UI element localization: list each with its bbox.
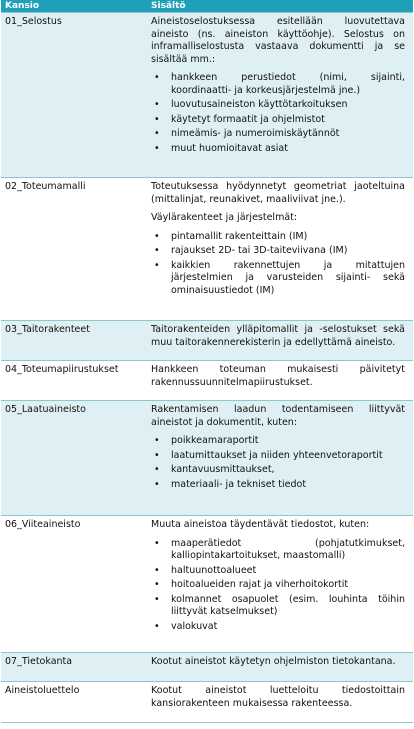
list-item: • luovutusaineiston käyttötarkoituksen: [151, 99, 405, 112]
list-item: • laatumittaukset ja niiden yhteenvetoraportit: [151, 450, 405, 463]
bullet-list: [151, 72, 405, 155]
folder-name: 07_Tietokanta: [5, 656, 73, 667]
list-item: • valokuvat: [151, 621, 405, 634]
list-item: • pintamallit rakenteittain (IM): [151, 231, 405, 244]
folder-description: [151, 653, 405, 675]
header-kansio: Kansio: [5, 1, 40, 11]
folder-description: [151, 682, 405, 716]
table-row: [1, 400, 413, 515]
bullet-list: [151, 435, 405, 491]
list-item: • haltuunottoalueet: [151, 565, 405, 578]
folder-name: 03_Taitorakenteet: [5, 324, 90, 335]
folder-description: [151, 321, 405, 355]
table-row: [1, 12, 413, 177]
table-row: [1, 360, 413, 400]
folder-description: [151, 516, 405, 641]
folder-name: 05_Laatuaineisto: [5, 404, 86, 415]
description-text: Muuta aineistoa täydentävät tiedostot, kuten:: [151, 519, 370, 530]
folder-description: [151, 178, 405, 305]
folder-description: [151, 361, 405, 395]
description-text: Toteutuksessa hyödynnetyt geometriat jaoteltuina (mittalinjat, reunakivet, maaliviivat jne.).: [151, 181, 405, 205]
list-item: • kolmannet osapuolet (esim. louhinta töihin liittyvät katselmukset): [151, 594, 405, 619]
table-row: [1, 681, 413, 723]
folder-name: 04_Toteumapiirustukset: [5, 364, 119, 375]
list-item: • hankkeen perustiedot (nimi, sijainti, koordinaatti- ja korkeusjärjestelmä jne.): [151, 72, 405, 97]
list-item: • kantavuusmittaukset,: [151, 464, 405, 477]
list-item: • kaikkien rakennettujen ja mitattujen järjestelmien ja varusteiden sijainti- sekä ominaisuustiedot (IM): [151, 260, 405, 298]
list-item: • poikkeamaraportit: [151, 435, 405, 448]
header-sisalto: Sisältö: [151, 1, 186, 11]
bullet-list: [151, 538, 405, 634]
folder-name: 02_Toteumamalli: [5, 181, 86, 192]
folder-name: 01_Selostus: [5, 16, 62, 27]
description-text: Kootut aineistot luetteloitu tiedostoittain kansiorakenteen mukaisessa rakenteessa.: [151, 685, 405, 709]
description-text: Taitorakenteiden ylläpitomallit ja -selostukset sekä muu taitorakennerekisterin ja edellyttämä aineisto.: [151, 324, 405, 348]
table-row: [1, 652, 413, 681]
list-item: • maaperätiedot (pohjatutkimukset, kalliopintakartoitukset, maastomalli): [151, 538, 405, 563]
table-row: [1, 320, 413, 360]
folder-description: [151, 401, 405, 499]
folder-name: Aineistoluettelo: [5, 685, 80, 696]
list-item: • nimeämis- ja numeroimiskäytännöt: [151, 128, 405, 141]
description-text: Kootut aineistot käytetyn ohjelmiston tietokantana.: [151, 656, 396, 667]
list-item: • rajaukset 2D- tai 3D-taiteviivana (IM): [151, 245, 405, 258]
list-item: • käytetyt formaatit ja ohjelmistot: [151, 114, 405, 127]
list-item: • hoitoalueiden rajat ja viherhoitokortit: [151, 579, 405, 592]
table-header: [1, 0, 413, 12]
table-row: [1, 177, 413, 320]
table-row: [1, 515, 413, 652]
description-text: Rakentamisen laadun todentamiseen liittyvät aineistot ja dokumentit, kuten:: [151, 404, 405, 428]
folder-description: [151, 13, 405, 163]
list-item: • muut huomioitavat asiat: [151, 143, 405, 156]
list-item: • materiaali- ja tekniset tiedot: [151, 479, 405, 492]
folder-name: 06_Viiteaineisto: [5, 519, 81, 530]
bullet-list: [151, 231, 405, 298]
description-subheading: Väylärakenteet ja järjestelmät:: [151, 212, 298, 223]
folder-content-table: [1, 0, 413, 723]
description-text: Aineistoselostuksessa esitellään luovutettava aineisto (ns. aineiston käyttöohje). Selostus on inframalliselostusta vastaava dokumentti ja se sisältää mm.:: [151, 16, 405, 65]
description-text: Hankkeen toteuman mukaisesti päivitetyt rakennussuunnitelmapiirustukset.: [151, 364, 405, 388]
